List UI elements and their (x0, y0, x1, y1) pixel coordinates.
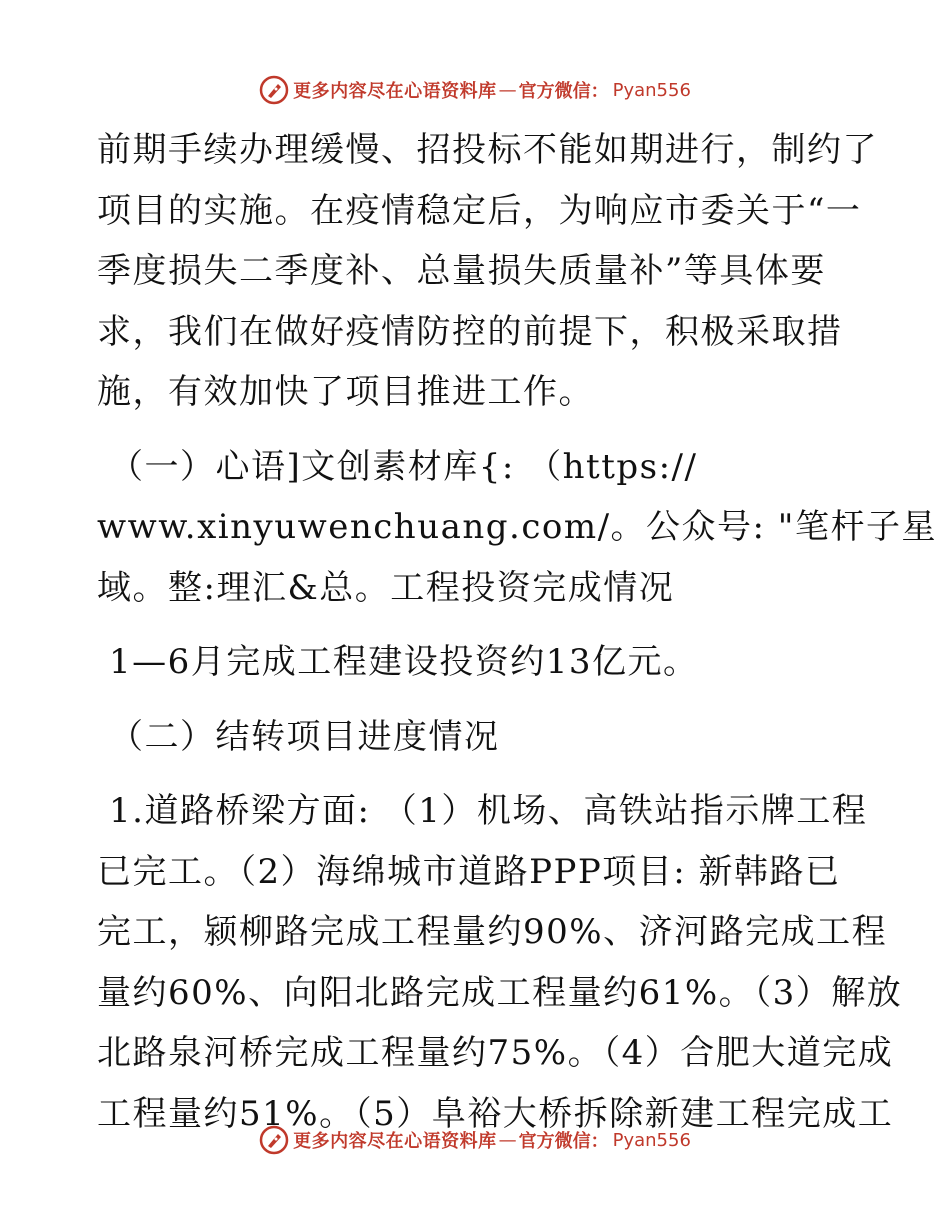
watermark-label: 官方微信： (518, 1131, 609, 1152)
text-line: （一）心语]文创素材库{: （https:// (109, 446, 698, 487)
text-line: 季度损失二季度补、总量损失质量补”等具体要 (97, 251, 826, 291)
paragraph-4 (97, 707, 857, 768)
text-line: 域。整:理汇&总。工程投资完成情况 (97, 567, 675, 608)
watermark-label: 官方微信： (518, 81, 609, 102)
watermark-main-text: 更多内容尽在心语资料库 (293, 1131, 497, 1152)
pen-nib-logo-icon (259, 75, 289, 105)
watermark-dash: — (498, 1129, 517, 1151)
document-body (97, 120, 937, 1144)
watermark-dash: — (498, 79, 517, 101)
paragraph-5 (97, 781, 903, 1144)
text-line: 1.道路桥梁方面: （1）机场、高铁站指示牌工程 (109, 791, 868, 831)
header-watermark (0, 72, 950, 108)
text-line: 完工，颍柳路完成工程量约90%、济河路完成工程 (97, 912, 888, 952)
paragraph-2 (97, 437, 937, 619)
paragraph-1 (97, 120, 878, 423)
watermark-wechat-id: Pyan556 (612, 79, 691, 101)
text-line: 项目的实施。在疫情稳定后，为响应市委关于“一 (97, 190, 862, 231)
text-line: 施，有效加快了项目推进工作。 (97, 372, 594, 412)
watermark-main-text: 更多内容尽在心语资料库 (293, 81, 497, 102)
pen-nib-logo-icon (259, 1125, 289, 1155)
text-line: 1—6月完成工程建设投资约13亿元。 (109, 642, 699, 682)
text-line: 工程量约51%。（5）阜裕大桥拆除新建工程完成工 (97, 1093, 894, 1134)
footer-watermark (0, 1122, 950, 1158)
text-line: www.xinyuwenchuang.com/。公众号: "笔杆子星 (97, 507, 937, 547)
paragraph-3 (97, 632, 857, 693)
text-line: 求，我们在做好疫情防控的前提下，积极采取措 (97, 311, 843, 352)
text-line: 量约60%、向阳北路完成工程量约61%。（3）解放 (97, 972, 903, 1013)
text-line: 已完工。（2）海绵城市道路PPP项目: 新韩路已 (97, 851, 841, 892)
section-heading: （二）结转项目进度情况 (109, 716, 500, 757)
text-line: 北路泉河桥完成工程量约75%。（4）合肥大道完成 (97, 1033, 894, 1073)
watermark-wechat-id: Pyan556 (612, 1129, 691, 1151)
text-line: 前期手续办理缓慢、招投标不能如期进行，制约了 (97, 130, 878, 170)
